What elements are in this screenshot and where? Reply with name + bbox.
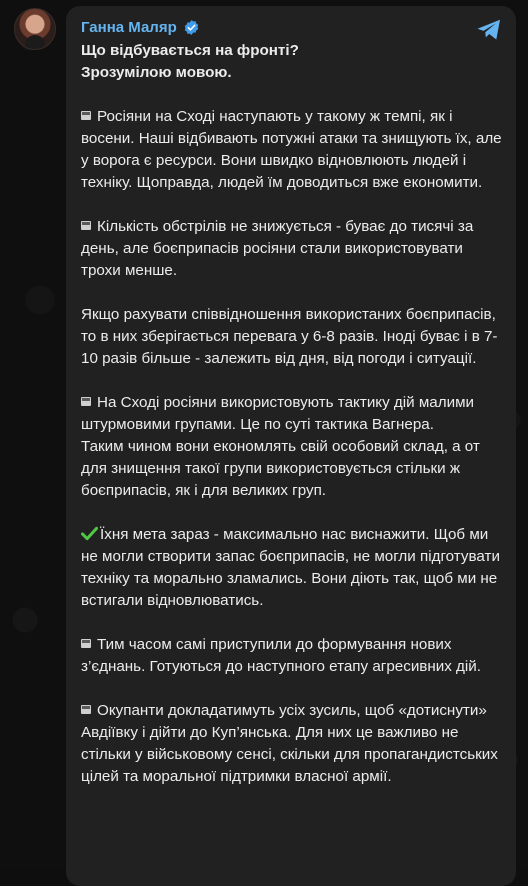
paragraph-7-text: Окупанти докладатимуть усіх зусиль, щоб «дотиснути» Авдіївку і дійти до Куп’янська. Для них це важливо не стільки у військовому сенсі, скільки для пропагандистських цілей та моральної підтримки власної армії. — [81, 702, 498, 785]
paragraph-2-text: Кількість обстрілів не знижується - буває до тисячі за день, але боєприпасів росіяни стали використовувати трохи менше. — [81, 218, 474, 279]
title-line-2: Зрозумілою мовою. — [81, 64, 232, 81]
paragraph-5-text: Їхня мета зараз - максимально нас виснажити. Щоб ми не могли створити запас боєприпасів, не могли підготувати техніку та морально зламались. Вони діють так, щоб ми не встигали відновлюватись. — [81, 526, 500, 609]
verified-badge-icon — [183, 19, 200, 36]
paragraph-1-text: Росіяни на Сході наступають у такому ж темпі, як і восени. Наші відбивають потужні атаки та знищують їх, але у ворога є ресурси. Вони швидко відновлюють людей і техніку. Щоправда, людей їм доводиться вже економити. — [81, 108, 502, 191]
black-square-bullet-icon — [81, 111, 91, 120]
title-line-1: Що відбувається на фронті? — [81, 42, 299, 59]
black-square-bullet-icon — [81, 639, 91, 648]
paragraph-5 — [81, 524, 504, 612]
message-text — [81, 40, 504, 788]
paragraph-3-text: Якщо рахувати співвідношення використаних боєприпасів, то в них зберігається перевага у 6-8 разів. Іноді буває і в 7-10 разів більше - залежить від дня, від погоди і ситуації. — [81, 306, 498, 367]
paragraph-4 — [81, 392, 504, 502]
black-square-bullet-icon — [81, 397, 91, 406]
paragraph-6 — [81, 634, 504, 678]
avatar[interactable] — [14, 8, 56, 50]
paragraph-4a-text: На Сході росіяни використовують тактику дій малими штурмовими групами. Це по суті тактика Вагнера. — [81, 394, 475, 433]
paragraph-2 — [81, 216, 504, 282]
message-header — [81, 15, 504, 39]
paragraph-3 — [81, 304, 504, 370]
paragraph-4b-text: Таким чином вони економлять свій особовий склад, а от для знищення такої групи використовується стільки ж боєприпасів, як і для великих груп. — [81, 438, 480, 499]
message-bubble — [66, 6, 516, 886]
check-mark-icon — [81, 526, 98, 541]
black-square-bullet-icon — [81, 221, 91, 230]
black-square-bullet-icon — [81, 705, 91, 714]
sender-name[interactable]: Ганна Маляр — [81, 18, 177, 36]
telegram-share-icon[interactable] — [476, 18, 502, 42]
message-title — [81, 40, 504, 84]
paragraph-6-text: Тим часом самі приступили до формування нових з’єднань. Готуються до наступного етапу агресивних дій. — [81, 636, 481, 675]
paragraph-7 — [81, 700, 504, 788]
paragraph-1 — [81, 106, 504, 194]
